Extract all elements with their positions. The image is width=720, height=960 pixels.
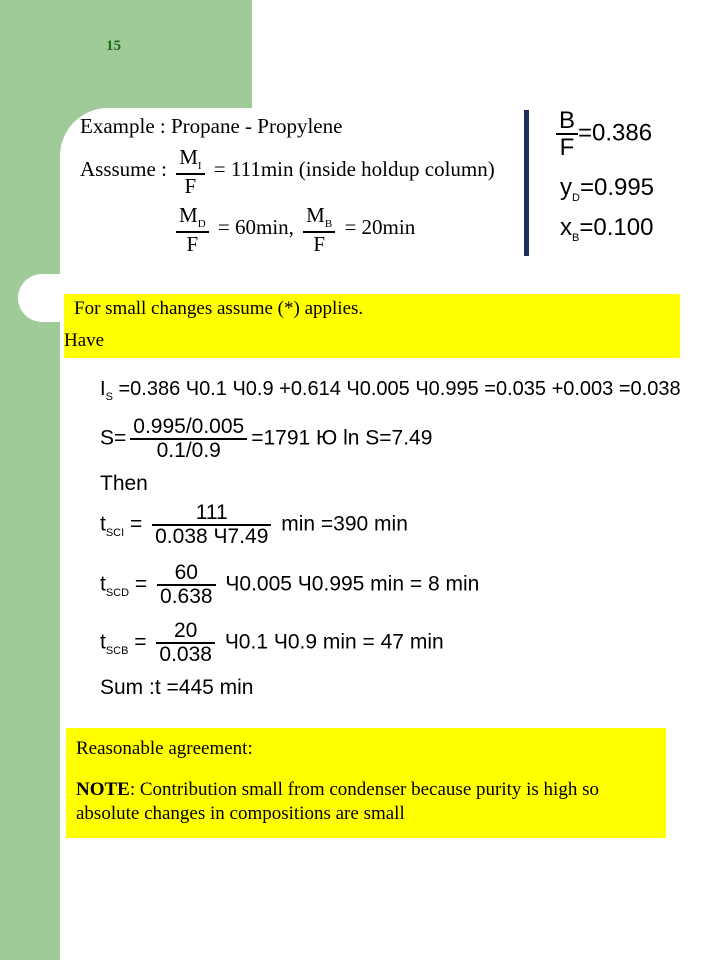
- example-title: Example : Propane - Propylene: [80, 114, 343, 138]
- assume-equation: [80, 146, 495, 197]
- page-number: 15: [106, 38, 121, 54]
- tscd-equation: $t_{SCD}$ = $\frac{60}{0.638}$ Ч0.005 Ч0.995 min = 8 min: [100, 561, 480, 609]
- is-equation: $I_S =0.386$ Ч0.1 Ч0.9 +0.614 Ч0.005 Ч0.995 =0.035 +0.003 =0.038: [100, 378, 681, 403]
- note-text: : Contribution small from condenser because purity is high so absolute changes in compositions are small: [76, 779, 599, 825]
- sum-equation: Sum :t =445 min: [100, 676, 254, 699]
- md-fraction: $\frac{M_D}{F}$: [176, 204, 209, 255]
- mb-fraction: $\frac{M_B}{F}$: [303, 204, 335, 255]
- have-line: Have: [64, 330, 105, 351]
- then-label: Then: [100, 472, 148, 495]
- note-label: NOTE: [76, 779, 130, 800]
- tscb-equation: $t_{SCB}$ = $\frac{20}{0.038}$ Ч0.1 Ч0.9 min = 47 min: [100, 619, 444, 667]
- mi-note: (inside holdup column): [298, 157, 495, 182]
- assume-label: Asssume :: [80, 157, 167, 182]
- tsci-equation: $t_{SCI}$ = $\frac{111}{0.038 Ч7.49}$ min =390 min: [100, 501, 408, 549]
- note-paragraph: [76, 778, 656, 827]
- assumption-line: For small changes assume (*) applies.: [74, 298, 364, 319]
- note-box: [66, 728, 666, 838]
- assumption-box: [64, 294, 680, 358]
- agreement-line: Reasonable agreement:: [76, 738, 253, 759]
- divider-line: [524, 110, 529, 256]
- left-green-band: [0, 0, 60, 960]
- mb-rhs: = 20min: [344, 215, 416, 240]
- md-mb-equation: [172, 204, 415, 255]
- md-rhs: = 60min,: [217, 215, 294, 240]
- mi-rhs: = 111min: [213, 157, 294, 182]
- yd-param: $y_D=0.995$: [560, 174, 655, 204]
- s-equation: S= $\frac{0.995/0.005}{0.1/0.9}$ =1791 Ю ln S=7.49: [100, 415, 433, 463]
- bf-param: $\frac{B}{F}$ =0.386: [556, 108, 652, 160]
- xb-param: $x_B=0.100$: [560, 214, 654, 244]
- mi-fraction: $\frac{M_I}{F}$: [176, 146, 204, 197]
